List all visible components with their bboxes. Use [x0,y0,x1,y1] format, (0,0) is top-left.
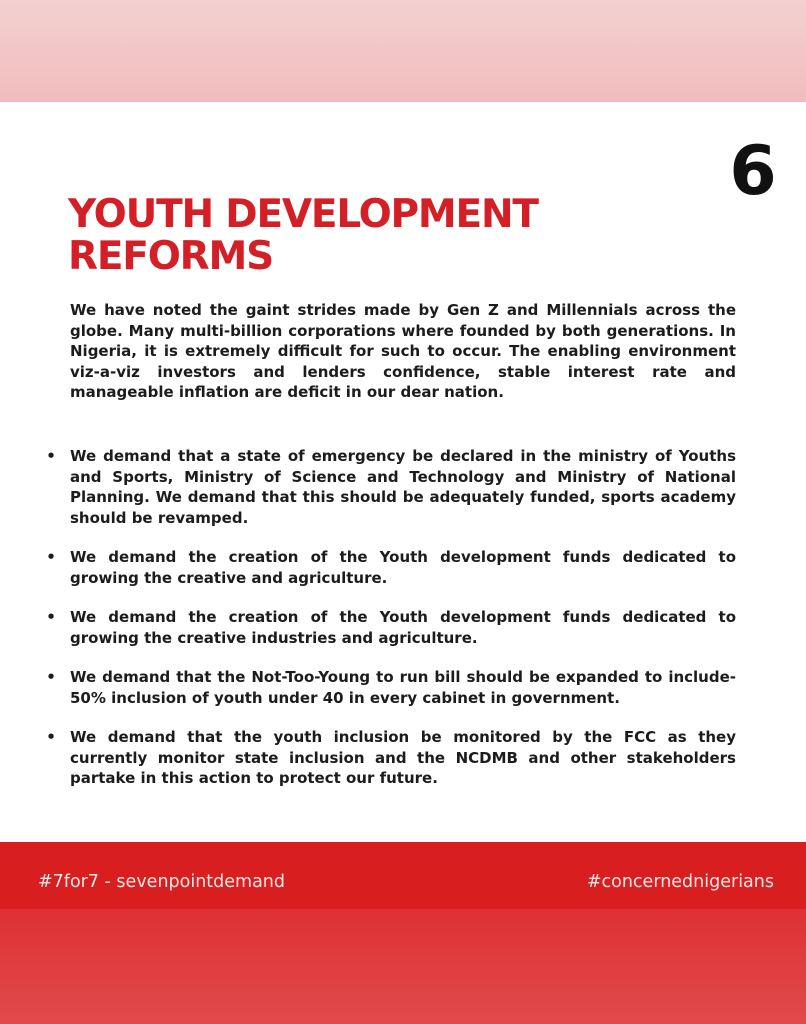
demand-item [46,607,736,648]
demand-text: We demand the creation of the Youth development funds dedicated to growing the creative and agriculture. [70,548,736,587]
bottom-red-band [0,909,806,1024]
demand-item [46,547,736,588]
hashtag-concernednigerians: #concernednigerians [586,872,774,892]
bullet-marker: • [46,447,56,465]
demand-text: We demand that the Not-Too-Young to run bill should be expanded to include-50% inclusion of youth under 40 in every cabinet in government. [70,668,736,707]
hashtag-sevenpointdemand: #7for7 - sevenpointdemand [38,872,286,892]
demand-item [46,727,736,789]
section-title: YOUTH DEVELOPMENT REFORMS [68,192,538,279]
top-pink-band [0,0,806,102]
bullet-marker: • [46,608,56,626]
page-number: 6 [729,132,777,211]
demand-item [46,446,736,528]
demands-list [46,446,736,808]
demand-item [46,667,736,708]
bullet-marker: • [46,548,56,566]
demand-text: We demand the creation of the Youth development funds dedicated to growing the creative industries and agriculture. [70,608,736,647]
intro-paragraph: We have noted the gaint strides made by Gen Z and Millennials across the globe. Many multi-billion corporations where founded by both generations. In Nigeria, it is extremely difficult for such to occur. The enabling environment viz-a-viz investors and lenders confidence, stable interest rate and manageable inflation are deficit in our dear nation. [70,301,736,401]
demand-text: We demand that a state of emergency be declared in the ministry of Youths and Sports, Ministry of Science and Technology and Ministry of National Planning. We demand that this should be adequately funded, sports academy should be revamped. [70,447,736,527]
bullet-marker: • [46,728,56,746]
demand-text: We demand that the youth inclusion be monitored by the FCC as they currently monitor state inclusion and the NCDMB and other stakeholders partake in this action to protect our future. [70,728,736,787]
bullet-marker: • [46,668,56,686]
